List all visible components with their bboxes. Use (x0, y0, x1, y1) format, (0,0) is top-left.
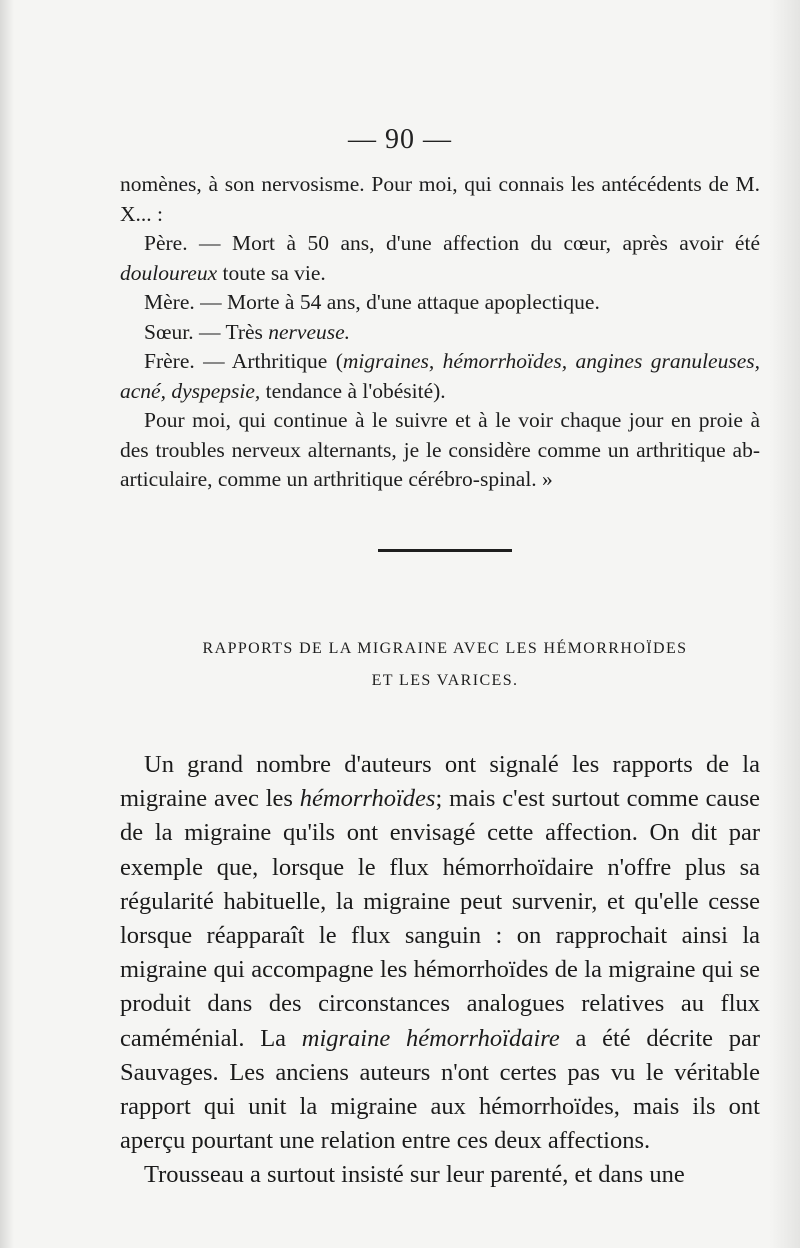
father-text: Père. — Mort à 50 ans, d'une affection du cœur, après avoir été (144, 231, 760, 255)
section-heading (110, 633, 780, 697)
body-italic-hemorrhoides: hémorrhoïdes (299, 785, 436, 813)
sister-italic: nerveuse. (268, 319, 351, 344)
section-heading-line-2: ET LES VARICES. (371, 672, 519, 689)
body-paragraph-1 (120, 748, 760, 1158)
body-italic-migraine-hemorrhoidaire: migraine hémorrhoïdaire (301, 1024, 560, 1052)
page-edge-shadow-left (0, 0, 14, 1248)
case-history-block (120, 170, 760, 495)
father-italic: douloureux (120, 260, 218, 285)
mother-entry: Mère. — Morte à 54 ans, d'une attaque apoplectique. (144, 290, 600, 314)
brother-text-end: tendance à l'obésité). (260, 378, 446, 403)
section-heading-line-1: RAPPORTS DE LA MIGRAINE AVEC LES HÉMORRHOÏDES (202, 640, 688, 657)
section-divider (378, 549, 512, 552)
body-text-c: a été décrite par Sauvages. Les anciens auteurs n'ont certes pas vu le véritable rapport qui unit la migraine aux hémorrhoïdes, mais ils ont aperçu pourtant une relation entre ces deux affections. (120, 1024, 760, 1155)
intro-paragraph: nomènes, à son nervosisme. Pour moi, qui connais les antécédents de M. X... : (120, 172, 760, 226)
brother-italic: migraines, hémorrhoïdes, angines granuleuses, acné, dyspepsie, (120, 349, 760, 403)
body-text-block (120, 748, 760, 1193)
body-text-a: Un grand nombre d'auteurs ont signalé les rapports de la migraine avec les (120, 751, 760, 813)
conclusion-paragraph: Pour moi, qui continue à le suivre et à le voir chaque jour en proie à des troubles nerveux alternants, je le considère comme un arthritique ab-articulaire, comme un arthritique cérébro-spinal. » (120, 408, 760, 491)
page-number: — 90 — (348, 124, 452, 155)
father-text-end: toute sa vie. (217, 260, 326, 285)
page-edge-shadow-right (770, 0, 800, 1248)
body-paragraph-2: Trousseau a surtout insisté sur leur parenté, et dans une (144, 1161, 685, 1189)
body-text-b: ; mais c'est surtout comme cause de la migraine qu'ils ont envisagé cette affection. On dit par exemple que, lorsque le flux hémorrhoïdaire n'offre plus sa régularité habituelle, la migraine peut survenir, et qu'elle cesse lorsque réapparaît le flux sanguin : on rapprochait ainsi la migraine qui accompagne les hémorrhoïdes de la migraine qui se produit dans des circonstances analogues relatives au flux caméménial. La (120, 785, 760, 1052)
brother-text: Frère. — Arthritique ( (144, 349, 343, 373)
father-entry (120, 229, 760, 288)
sister-entry (120, 318, 760, 348)
brother-entry (120, 347, 760, 406)
sister-text: Sœur. — Très (144, 319, 269, 344)
